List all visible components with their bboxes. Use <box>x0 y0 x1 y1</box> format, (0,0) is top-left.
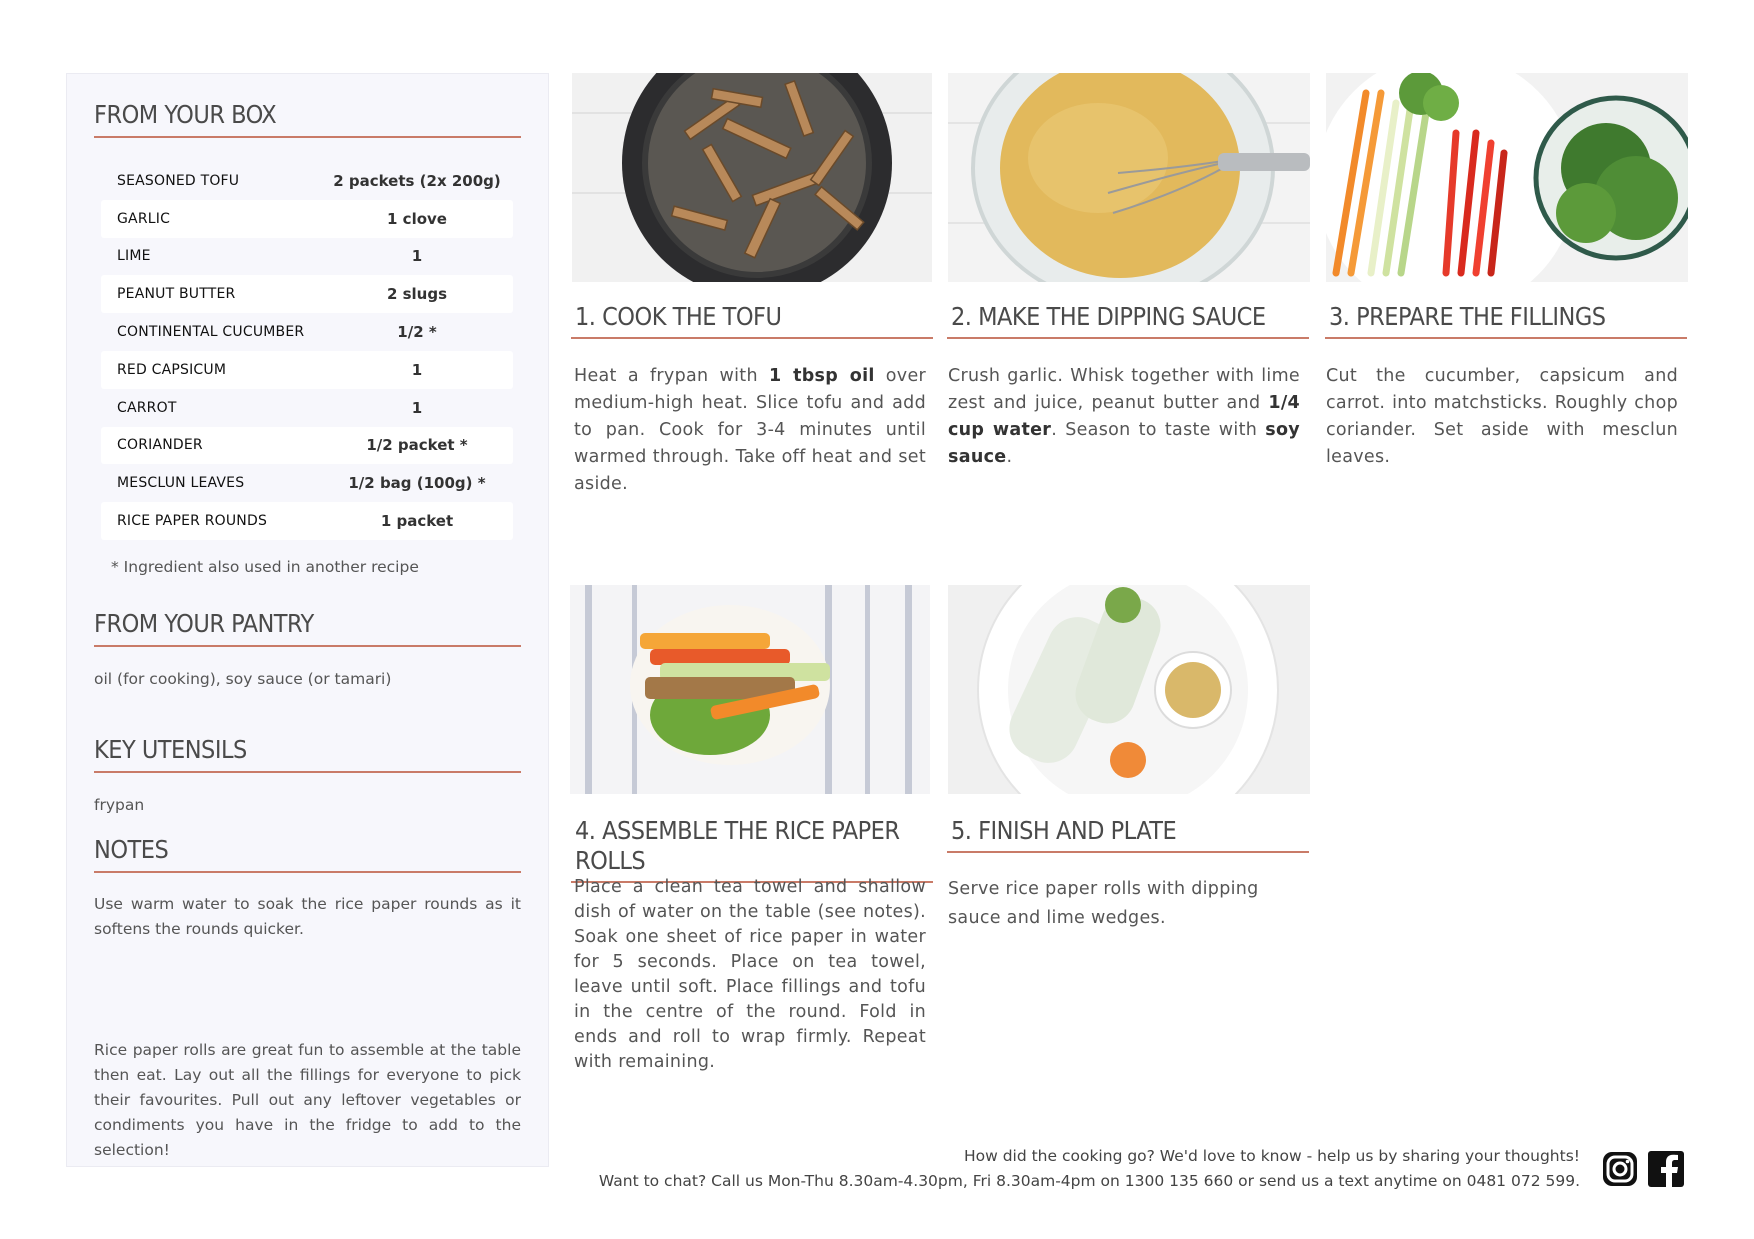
key-utensils-heading: KEY UTENSILS <box>94 735 521 773</box>
utensils-text: frypan <box>94 796 145 814</box>
note-paragraph: Use warm water to soak the rice paper rounds as it softens the rounds quicker. <box>94 895 521 938</box>
ingredient-name: RED CAPSICUM <box>117 361 227 378</box>
note-paragraph: Rice paper rolls are great fun to assemble at the table then eat. Lay out all the fillings for everyone to pick their favourites. Pull out any leftover vegetables or condiments you have in the fridge to add to the selection! <box>94 1041 521 1159</box>
ingredient-name: CONTINENTAL CUCUMBER <box>117 324 305 341</box>
ingredient-name: RICE PAPER ROUNDS <box>117 513 268 530</box>
ingredient-list <box>101 162 513 540</box>
step-4-text: Place a clean tea towel and shallow dish of water on the table (see notes). Soak one sheet of rice paper in water for 5 seconds. Place on tea towel, leave until soft. Place fillings and tofu in the centre of the round. Fold in ends and roll to wrap firmly. Repeat with remaining. <box>574 877 926 1072</box>
ingredient-row <box>101 464 513 502</box>
ingredient-row <box>101 389 513 427</box>
ingredient-row <box>101 162 513 200</box>
step-4-title: 4. ASSEMBLE THE RICE PAPER ROLLS <box>571 816 933 883</box>
step-2-text: Crush garlic. Whisk together with lime zest and juice, peanut butter and 1/4 cup water. Season to taste with soy sauce. <box>948 366 1300 467</box>
tofu-pan-photo <box>572 73 932 282</box>
step-2-title: 2. MAKE THE DIPPING SAUCE <box>947 302 1309 339</box>
ingredient-name: GARLIC <box>117 210 171 227</box>
ingredient-name: LIME <box>117 248 151 265</box>
facebook-icon[interactable] <box>1647 1150 1685 1188</box>
fillings-photo <box>1326 73 1688 282</box>
ingredient-qty: 2 slugs <box>386 285 448 304</box>
finished-rolls-photo <box>948 585 1310 794</box>
ingredient-footnote: * Ingredient also used in another recipe <box>111 558 419 576</box>
ingredient-row <box>101 313 513 351</box>
notes-heading: NOTES <box>94 835 521 873</box>
step-1-title: 1. COOK THE TOFU <box>571 302 933 339</box>
ingredient-qty: 2 packets (2x 200g) <box>333 171 501 190</box>
ingredient-row <box>101 238 513 276</box>
from-your-box-heading: FROM YOUR BOX <box>94 100 521 138</box>
ingredient-row <box>101 427 513 465</box>
ingredient-qty: 1/2 * <box>397 323 437 342</box>
ingredient-name: PEANUT BUTTER <box>117 286 236 303</box>
step-5-title: 5. FINISH AND PLATE <box>947 816 1309 853</box>
step-3-title: 3. PREPARE THE FILLINGS <box>1325 302 1687 339</box>
ingredients-panel <box>66 73 549 1167</box>
ingredient-row <box>101 351 513 389</box>
step-1-text: Heat a frypan with 1 tbsp oil over medium-high heat. Slice tofu and add to pan. Cook for 3-4 minutes until warmed through. Take off heat and set aside. <box>574 366 927 494</box>
step-5-text: Serve rice paper rolls with dipping sauce and lime wedges. <box>948 879 1259 928</box>
contact-text: Want to chat? Call us Mon-Thu 8.30am-4.30pm, Fri 8.30am-4pm on 1300 135 660 or send us a text anytime on 0481 072 599. <box>598 1172 1580 1190</box>
ingredient-qty: 1/2 packet * <box>366 436 468 455</box>
dipping-sauce-photo <box>948 73 1310 282</box>
step-3-text: Cut the cucumber, capsicum and carrot. into matchsticks. Roughly chop coriander. Set aside with mesclun leaves. <box>1326 366 1678 467</box>
ingredient-name: CARROT <box>117 399 177 416</box>
ingredient-qty: 1 <box>411 398 423 417</box>
ingredient-qty: 1 packet <box>380 512 454 531</box>
ingredient-name: MESCLUN LEAVES <box>117 475 245 492</box>
feedback-text: How did the cooking go? We'd love to know - help us by sharing your thoughts! <box>963 1147 1580 1165</box>
pantry-text: oil (for cooking), soy sauce (or tamari) <box>94 670 392 688</box>
ingredient-row <box>101 275 513 313</box>
ingredient-row <box>101 502 513 540</box>
instagram-icon[interactable] <box>1601 1150 1639 1188</box>
ingredient-name: CORIANDER <box>117 437 203 454</box>
ingredient-qty: 1/2 bag (100g) * <box>348 474 486 493</box>
assemble-rolls-photo <box>570 585 930 794</box>
ingredient-qty: 1 <box>411 247 423 266</box>
ingredient-name: SEASONED TOFU <box>117 172 240 189</box>
ingredient-row <box>101 200 513 238</box>
from-your-pantry-heading: FROM YOUR PANTRY <box>94 609 521 647</box>
ingredient-qty: 1 <box>411 360 423 379</box>
ingredient-qty: 1 clove <box>387 209 447 228</box>
